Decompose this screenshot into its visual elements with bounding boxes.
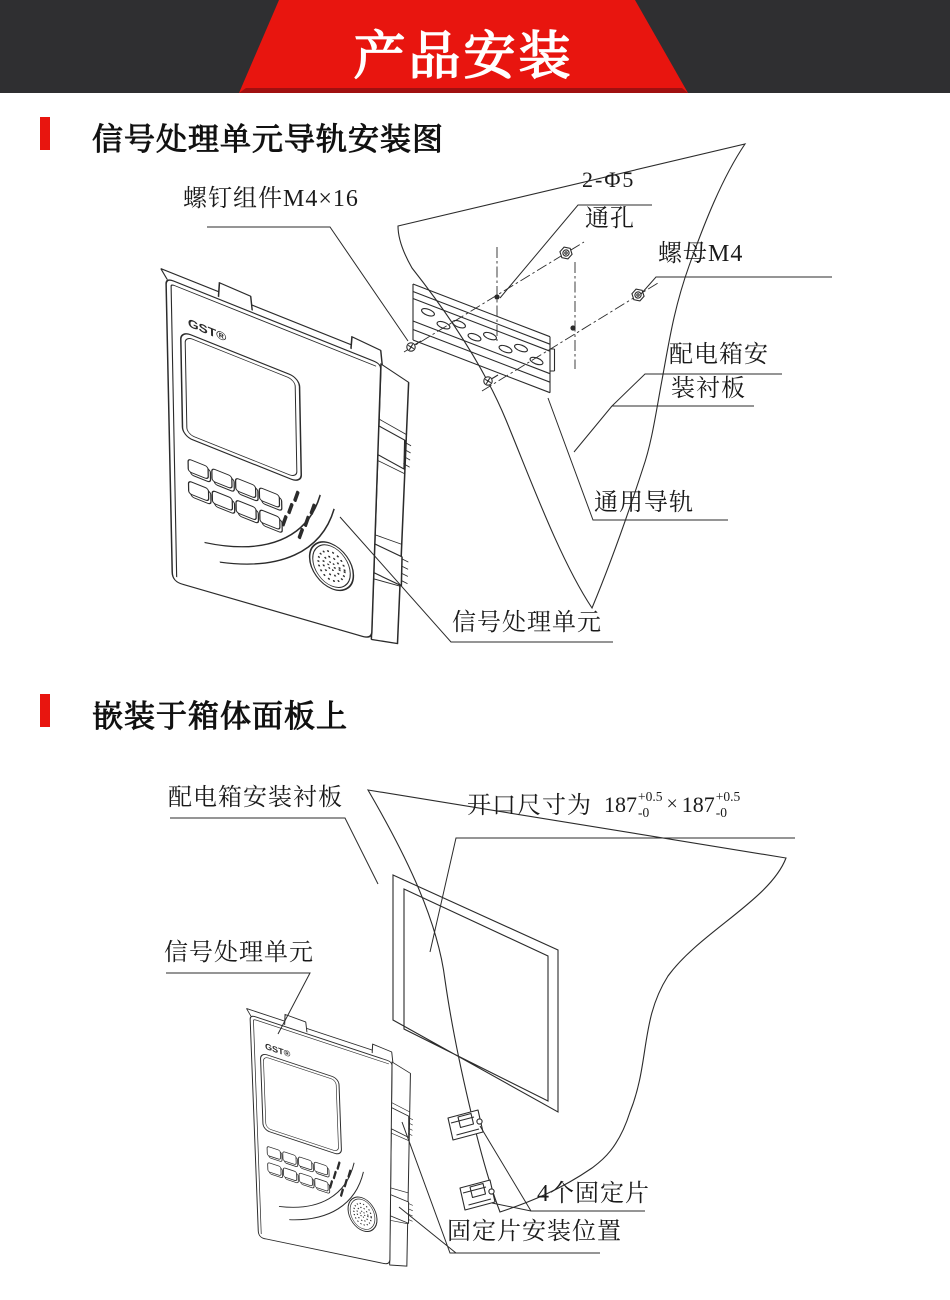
opening-dimension <box>604 789 740 820</box>
panel-mount-diagram <box>166 790 795 1290</box>
dim-value: 187 <box>681 791 715 817</box>
label-through-holes-qty: 2-Φ5 <box>582 167 636 192</box>
dim-tol-plus: +0.5 <box>715 789 741 804</box>
label-plate-line2: 装衬板 <box>671 376 746 402</box>
dim-tol-minus: -0 <box>715 804 728 820</box>
label-plate-line1: 配电箱安 <box>669 342 769 368</box>
dim-tol-plus: +0.5 <box>638 789 663 804</box>
section-heading-text: 嵌装于箱体面板上 <box>92 699 348 734</box>
page-title: 产品安装 <box>353 28 574 86</box>
label-universal-rail: 通用导轨 <box>594 490 694 516</box>
signal-unit-drawing <box>161 259 416 677</box>
section-heading-text: 信号处理单元导轨安装图 <box>92 122 444 157</box>
label-signal-unit: 信号处理单元 <box>164 940 314 966</box>
screw-icon <box>407 341 421 351</box>
label-screw-assembly: 螺钉组件M4×16 <box>183 186 359 212</box>
diagram-linework: GST® <box>0 0 950 1300</box>
rail-mount-diagram <box>161 144 832 678</box>
dim-times: × <box>666 793 678 816</box>
through-hole <box>494 294 499 299</box>
label-signal-unit: 信号处理单元 <box>452 610 602 636</box>
label-through-holes: 通孔 <box>585 206 635 232</box>
dim-tol-minus: -0 <box>638 804 650 820</box>
label-fixing-clips: 4个固定片 <box>537 1181 650 1207</box>
through-hole <box>570 325 575 330</box>
label-mounting-plate: 配电箱安装衬板 <box>168 785 343 811</box>
label-clip-positions: 固定片安装位置 <box>447 1219 622 1245</box>
dim-value: 187 <box>604 791 637 817</box>
label-nut: 螺母M4 <box>658 241 744 267</box>
label-opening-size-prefix: 开口尺寸为 <box>467 793 592 819</box>
mounting-plate-drawing <box>368 790 786 1212</box>
signal-unit-drawing <box>246 1002 419 1290</box>
